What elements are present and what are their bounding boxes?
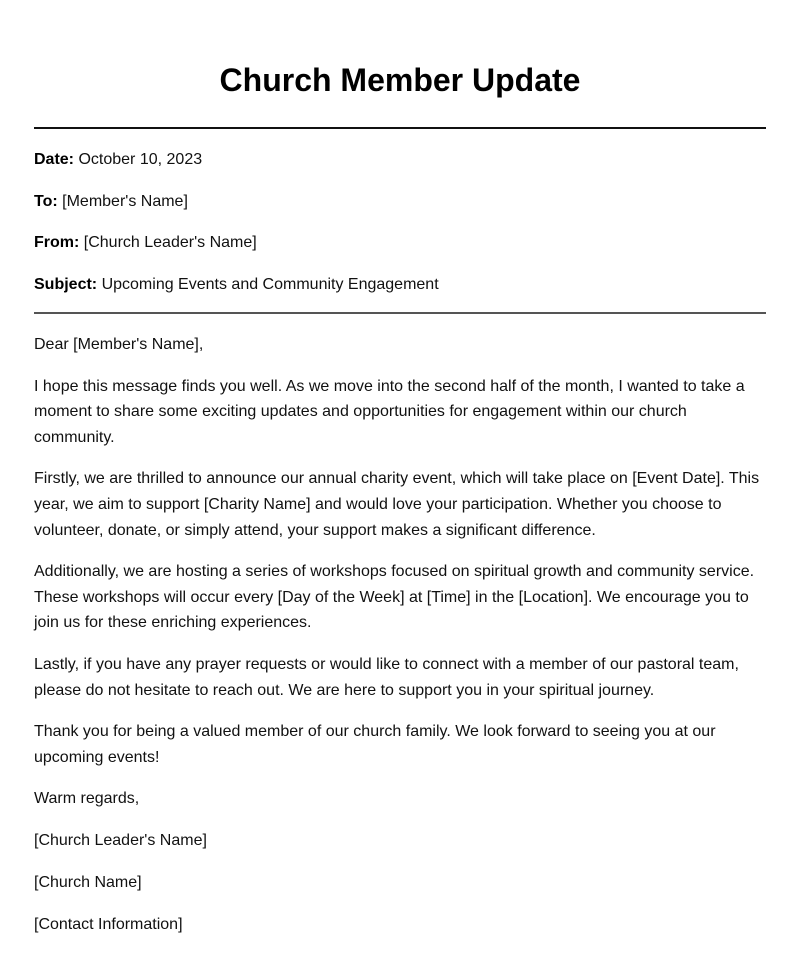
meta-subject [34, 275, 439, 295]
signature-contact-info: [Contact Information] [34, 915, 183, 933]
paragraph-charity-event: Firstly, we are thrilled to announce our annual charity event, which will take place on [Event Date]. This year, we aim to support [Charity Name] and would love your participation. Whether you choose to volunteer, donate, or simply attend, your support makes a significant difference. [34, 470, 760, 539]
document-title: Church Member Update [219, 62, 581, 98]
meta-divider [34, 312, 766, 314]
subject-label: Subject: [34, 276, 98, 293]
paragraph-prayer-requests: Lastly, if you have any prayer requests or would like to connect with a member of our pastoral team, please do not hesitate to reach out. We are here to support you in your spiritual journey. [34, 655, 739, 699]
letter-body [34, 332, 766, 954]
header-divider [34, 127, 766, 129]
signature-block [34, 828, 766, 938]
paragraph-thanks: Thank you for being a valued member of our church family. We look forward to seeing you at our upcoming events! [34, 723, 716, 766]
closing: Warm regards, [34, 790, 140, 808]
paragraph-workshops: Additionally, we are hosting a series of workshops focused on spiritual growth and community service. These workshops will occur every [Day of the Week] at [Time] in the [Location]. We encourage you to join us for these enriching experiences. [34, 563, 755, 632]
meta-to [34, 192, 188, 212]
signature-leader-name: [Church Leader's Name] [34, 831, 207, 849]
greeting: Dear [Member's Name], [34, 336, 204, 353]
date-value: October 10, 2023 [78, 151, 203, 168]
meta-from [34, 233, 257, 253]
subject-value: Upcoming Events and Community Engagement [101, 276, 439, 293]
to-value: [Member's Name] [62, 193, 188, 210]
from-label: From: [34, 234, 80, 251]
signature-church-name: [Church Name] [34, 873, 142, 891]
date-label: Date: [34, 151, 75, 168]
paragraph-intro: I hope this message finds you well. As we move into the second half of the month, I wanted to take a moment to share some exciting updates and opportunities for engagement within our church community. [34, 377, 745, 446]
from-value: [Church Leader's Name] [83, 234, 257, 251]
to-label: To: [34, 193, 58, 210]
meta-date [34, 150, 202, 170]
